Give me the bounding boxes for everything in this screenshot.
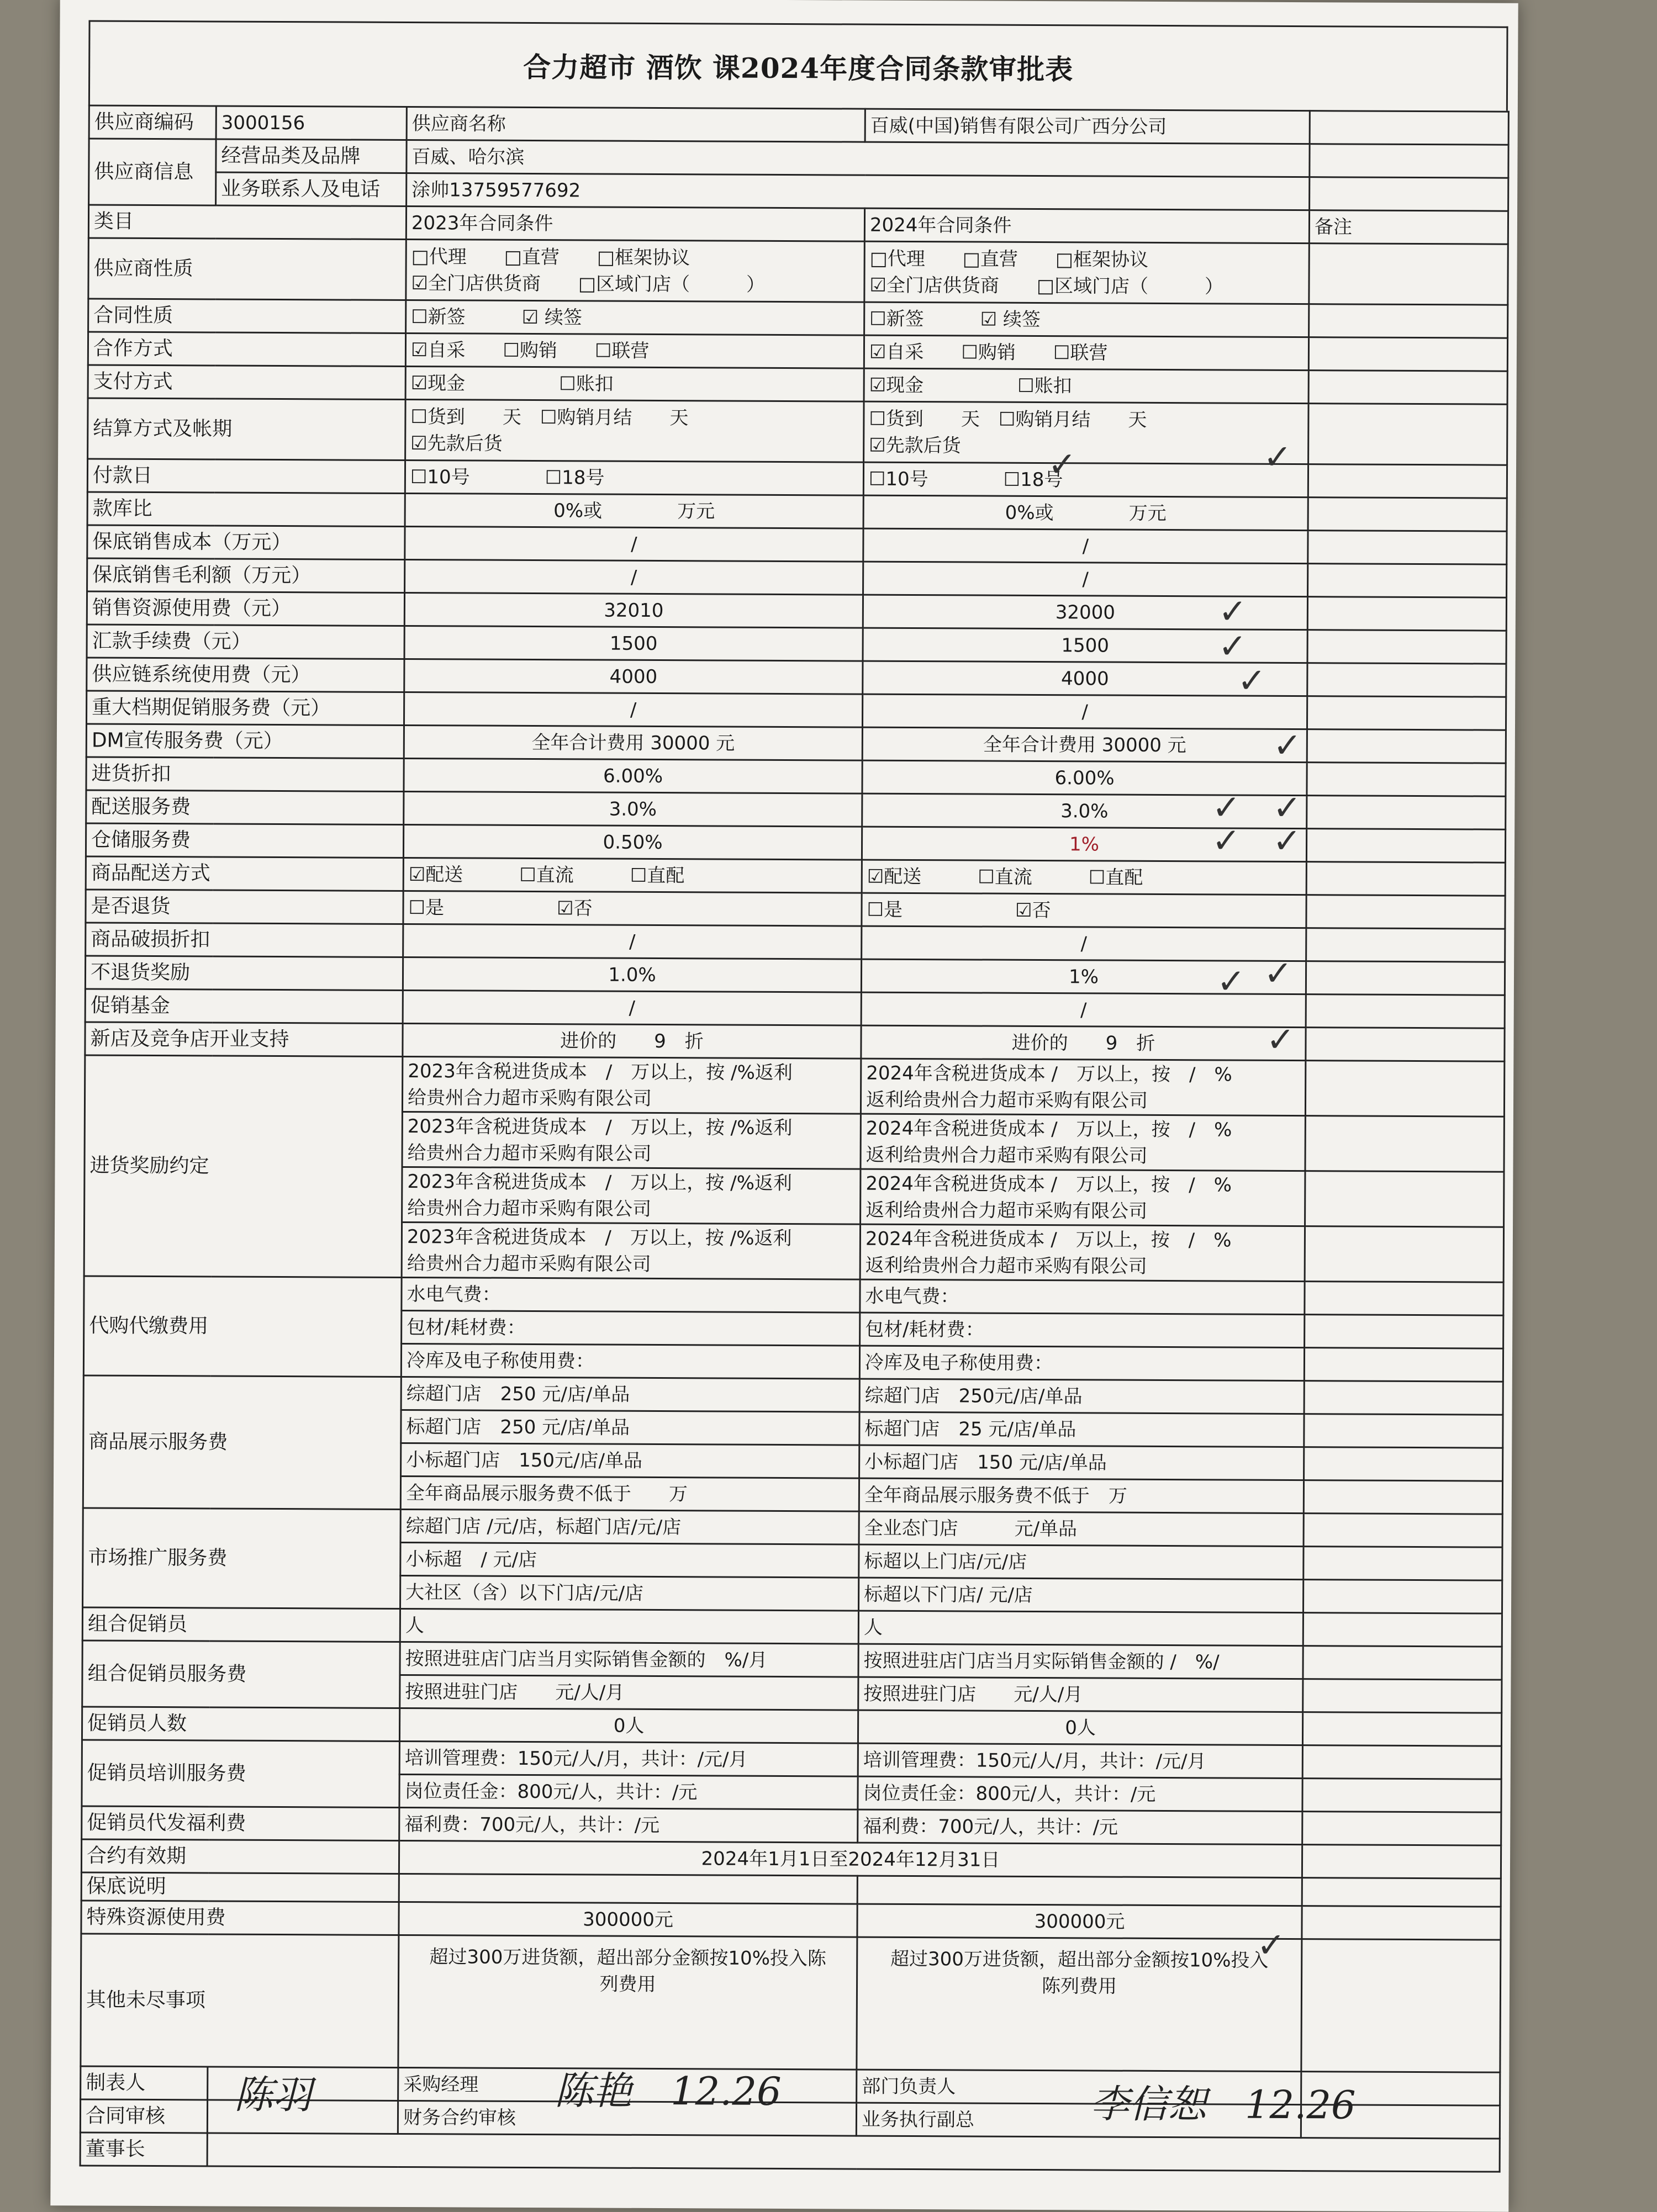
- year-2024-header: 2024年合同条件: [864, 208, 1309, 244]
- other-row: [81, 1934, 1501, 2072]
- min-margin-row: [87, 558, 1507, 597]
- min-margin-2024: /: [863, 562, 1308, 597]
- nature-2024-b: ☑全门店供货商 □区域门店（ ）: [869, 274, 1224, 298]
- display-2024-d: 全年商品展示服务费不低于 万: [859, 1478, 1304, 1514]
- row-label: 商品展示服务费: [83, 1375, 401, 1510]
- display-2024-c: 小标超门店 150 元/店/单品: [859, 1445, 1304, 1480]
- remark-cell: [1302, 1845, 1501, 1879]
- remark-cell: [1307, 597, 1506, 631]
- damage-2023: /: [403, 924, 862, 959]
- special-2023: 300000元: [399, 1902, 857, 1937]
- contact-value: 涂帅13759577692: [407, 173, 1310, 210]
- promoter-2024: 人: [858, 1611, 1303, 1646]
- remark-cell: [1308, 371, 1507, 405]
- validity-row: [81, 1839, 1501, 1878]
- remark-cell: [1306, 1028, 1505, 1062]
- other-text: 列费用: [599, 1973, 656, 1996]
- form-title: 合力超市 酒饮 课2024年度合同条款审批表: [88, 20, 1508, 110]
- coop-2024: ☑自采 ☐购销 ☐联营: [864, 335, 1308, 371]
- remark-cell: [1310, 144, 1508, 178]
- dept-signature: 李信恕 12.26: [1090, 2081, 1356, 2128]
- row-label: 是否退货: [86, 890, 403, 924]
- incentive-2023: [402, 1056, 861, 1114]
- row-label: 汇款手续费（元）: [87, 625, 404, 659]
- row-label: 新店及竞争店开业支持: [85, 1022, 403, 1057]
- delivery-fee-2023: 3.0%: [404, 791, 862, 827]
- remark-cell: [1302, 1779, 1501, 1813]
- nature-2024-a: □代理 □直营 □框架协议: [869, 247, 1149, 271]
- check-mark-icon: ✓: [1218, 591, 1248, 632]
- remark-cell: [1305, 1061, 1504, 1117]
- row-label: 市场推广服务费: [83, 1508, 401, 1609]
- storage-2023: 0.50%: [403, 824, 862, 860]
- training-row: [82, 1740, 1501, 1779]
- return-2024: ☐是 ☑否: [862, 893, 1306, 928]
- header-row: [88, 205, 1508, 244]
- settle-2023-b: ☑先款后货: [410, 432, 503, 455]
- resource-fee-row: [87, 591, 1506, 631]
- row-label: 仓储服务费: [86, 823, 403, 858]
- check-mark-icon: ✓: [1047, 444, 1077, 485]
- incentive-2024: [861, 1114, 1305, 1171]
- chair-signature-cell: [207, 2133, 1500, 2172]
- promoter-count-row: [82, 1707, 1501, 1746]
- training-2024-a: 培训管理费：150元/人/月，共计：/元/月: [858, 1743, 1302, 1779]
- row-label: 促销员人数: [82, 1707, 399, 1742]
- incentive-text: 2024年含税进货成本 / 万以上，按 / %: [866, 1117, 1232, 1141]
- remark-cell: [1306, 928, 1505, 962]
- promoter-fee-2024-b: 按照进驻门店 元/人/月: [858, 1677, 1303, 1712]
- market-row: [83, 1508, 1502, 1547]
- market-2023-c: 大社区（含）以下门店/元/店: [400, 1575, 859, 1611]
- remark-cell: [1307, 663, 1506, 697]
- other-text: 超过300万进货额，超出部分金额按10%投入陈: [429, 1946, 827, 1970]
- settle-2023: [405, 399, 864, 462]
- remark-cell: [1305, 1282, 1503, 1316]
- remark-cell: [1307, 763, 1506, 797]
- year-2023-header: 2023年合同条件: [406, 206, 864, 241]
- discount-2024: 6.00%: [862, 760, 1307, 796]
- check-mark-icon: ✓: [1263, 952, 1293, 994]
- row-label: 支付方式: [88, 365, 405, 400]
- row-label: 代购代缴费用: [83, 1276, 402, 1377]
- incentive-2023: [402, 1112, 861, 1169]
- resource-2023: 32010: [404, 592, 863, 628]
- row-label: 进货奖励约定: [84, 1055, 403, 1278]
- display-2024-b: 标超门店 25 元/店/单品: [859, 1412, 1304, 1447]
- approval-form: [79, 20, 1508, 2202]
- remark-cell: [1306, 961, 1505, 996]
- promoter-row: [82, 1607, 1502, 1647]
- incentive-text: 给贵州合力超市采购有限公司: [407, 1252, 651, 1276]
- check-mark-icon: ✓: [1212, 787, 1241, 828]
- contact-label: 业务联系人及电话: [216, 172, 407, 207]
- newstore-2024: 进价的 9 折: [861, 1025, 1306, 1061]
- incentive-2024: [861, 1169, 1305, 1226]
- validity-value: 2024年1月1日至2024年12月31日: [399, 1840, 1302, 1877]
- remark-cell: [1305, 1226, 1503, 1283]
- footer-row-3: [80, 2132, 1500, 2172]
- remark-cell: [1306, 862, 1505, 896]
- market-2023-a: 综超门店 /元/店，标超门店/元/店: [400, 1509, 859, 1544]
- nature-2023-b: ☑全门店供货商 □区域门店（ ）: [411, 272, 766, 296]
- stock-ratio-row: [87, 492, 1507, 531]
- contract-2023: ☐新签 ☑ 续签: [406, 300, 864, 335]
- other-text: 超过300万进货额，超出部分金额按10%投入: [890, 1948, 1269, 1972]
- check-mark-icon: ✓: [1273, 787, 1302, 828]
- remark-cell: [1306, 895, 1505, 929]
- row-label: 组合促销员服务费: [82, 1641, 400, 1708]
- check-mark-icon: ✓: [1216, 961, 1246, 1002]
- remark-cell: [1308, 564, 1507, 598]
- nature-2024: [864, 241, 1309, 304]
- incentive-text: 给贵州合力超市采购有限公司: [407, 1086, 652, 1110]
- payday-row: [87, 459, 1507, 498]
- remark-cell: [1303, 1580, 1502, 1614]
- dm-2024: 全年合计费用 30000 元: [862, 727, 1307, 763]
- training-2024-b: 岗位责任金：800元/人，共计：/元: [858, 1776, 1302, 1812]
- guarantee-2024: [857, 1876, 1302, 1906]
- promo-2024: /: [862, 694, 1307, 729]
- row-label: 合作方式: [88, 332, 405, 367]
- remark-cell: [1304, 1414, 1503, 1448]
- coop-mode-row: [88, 332, 1507, 371]
- fund-2024: /: [861, 992, 1306, 1028]
- fund-2023: /: [403, 990, 861, 1025]
- display-2023-c: 小标超门店 150元/店/单品: [401, 1443, 859, 1478]
- ratio-2024: 0%或 万元: [863, 495, 1308, 531]
- remark-cell: [1302, 1906, 1501, 1940]
- supplier-contact-row: [89, 172, 1508, 211]
- row-label: 组合促销员: [82, 1607, 400, 1642]
- training-2023-b: 岗位责任金：800元/人，共计：/元: [399, 1774, 858, 1809]
- brand-value: 百威、哈尔滨: [407, 140, 1310, 177]
- damage-2024: /: [862, 926, 1306, 961]
- promoter-fee-2024-a: 按照进驻店门店当月实际销售金额的 / %/: [858, 1644, 1303, 1679]
- settle-2024: [864, 401, 1308, 464]
- incentive-2023: [402, 1167, 861, 1224]
- pay-2024: ☑现金 ☐账扣: [864, 368, 1308, 404]
- guarantee-2023: [399, 1874, 857, 1904]
- row-label: 销售资源使用费（元）: [87, 591, 404, 626]
- remark-cell: [1302, 1878, 1501, 1907]
- min-cost-2024: /: [863, 528, 1308, 564]
- check-mark-icon: ✓: [1211, 820, 1241, 861]
- finance-label: 财务合约审核: [398, 2100, 856, 2136]
- row-label: 进货折扣: [86, 757, 404, 792]
- check-mark-icon: ✓: [1218, 626, 1247, 666]
- remark-cell: [1305, 1315, 1503, 1349]
- remark-cell: [1304, 1480, 1502, 1515]
- check-mark-icon: ✓: [1273, 724, 1302, 766]
- supplier-name-label: 供应商名称: [407, 107, 865, 142]
- remark-cell: [1306, 994, 1505, 1029]
- nature-2023-a: □代理 □直营 □框架协议: [411, 245, 690, 269]
- incentive-text: 2024年含税进货成本 / 万以上，按 / %: [866, 1172, 1232, 1197]
- remark-cell: [1304, 1447, 1503, 1481]
- noreturn-2023: 1.0%: [403, 957, 861, 992]
- other-text: 陈列费用: [1041, 1975, 1117, 1998]
- row-label: 保底销售毛利额（万元）: [87, 558, 405, 593]
- display-row: [83, 1375, 1503, 1415]
- row-label: 保底说明: [81, 1872, 399, 1902]
- remark-cell: [1307, 796, 1506, 830]
- nature-2023: [406, 239, 864, 302]
- incentive-text: 返利给贵州合力超市采购有限公司: [866, 1199, 1148, 1223]
- agency-water-2024: 水电气费：: [860, 1279, 1305, 1315]
- remark-cell: [1304, 1348, 1503, 1382]
- incentive-text: 2023年含税进货成本 / 万以上，按 /%返利: [407, 1115, 793, 1139]
- noreturn-2024: 1%: [861, 959, 1306, 994]
- remark-cell: [1302, 1712, 1501, 1747]
- agency-water-2023: 水电气费：: [402, 1277, 860, 1313]
- promoter-count-2024: 0人: [858, 1710, 1302, 1745]
- incentive-text: 返利给贵州合力超市采购有限公司: [866, 1088, 1148, 1112]
- supplier-code: 3000156: [216, 106, 407, 140]
- buyer-label: 采购经理: [398, 2067, 857, 2103]
- remit-2024: 1500: [863, 628, 1307, 663]
- pay-2023: ☑现金 ☐账扣: [405, 366, 864, 401]
- remark-cell: [1303, 1613, 1502, 1647]
- scm-2024: 4000: [863, 661, 1307, 696]
- scm-2023: 4000: [404, 659, 863, 694]
- row-label: 促销员培训服务费: [82, 1740, 400, 1808]
- market-2024-b: 标超以上门店/元/店: [859, 1544, 1304, 1580]
- row-label: 结算方式及帐期: [88, 398, 405, 461]
- row-label: 促销基金: [85, 989, 403, 1024]
- scm-fee-row: [87, 658, 1506, 697]
- promo-fee-row: [86, 691, 1506, 730]
- remark-cell: [1307, 696, 1506, 731]
- min-cost-row: [87, 525, 1507, 564]
- check-mark-icon: ✓: [1266, 1019, 1295, 1060]
- incentive-2024: [861, 1059, 1305, 1116]
- row-label: 配送服务费: [86, 790, 404, 825]
- incentive-text: 2024年含税进货成本 / 万以上，按 / %: [865, 1227, 1232, 1252]
- newstore-2023: 进价的 9 折: [403, 1023, 861, 1059]
- welfare-2024: 福利费：700元/人，共计：/元: [858, 1809, 1302, 1845]
- remark-cell: [1302, 1745, 1501, 1780]
- promoter-2023: 人: [400, 1608, 858, 1644]
- supplier-name: 百威(中国)销售有限公司广西分公司: [865, 109, 1310, 144]
- category-header: 类目: [88, 205, 406, 240]
- display-2024-a: 综超门店 250元/店/单品: [859, 1379, 1304, 1414]
- remit-2023: 1500: [404, 626, 863, 661]
- row-label: 保底销售成本（万元）: [87, 525, 405, 560]
- ratio-2023: 0%或 万元: [405, 493, 863, 528]
- remark-cell: [1303, 1646, 1502, 1680]
- approval-table: [80, 104, 1510, 2172]
- promoter-fee-row: [82, 1641, 1502, 1680]
- promo-2023: /: [404, 692, 862, 727]
- incentive-text: 2023年含税进货成本 / 万以上，按 /%返利: [408, 1060, 793, 1084]
- market-2024-a: 全业态门店 元/单品: [859, 1511, 1304, 1547]
- row-label: 特殊资源使用费: [81, 1901, 399, 1935]
- chair-label: 董事长: [80, 2132, 207, 2166]
- market-2024-c: 标超以下门店/ 元/店: [858, 1578, 1303, 1613]
- payday-2024: ☐10号 ☐18号: [863, 462, 1308, 498]
- incentive-row: [85, 1055, 1504, 1116]
- agency-pack-2024: 包材/耗材费：: [860, 1313, 1305, 1348]
- delivery-mode-2024: ☑配送 ☐直流 ☐直配: [862, 860, 1306, 895]
- promoter-fee-2023-b: 按照进驻门店 元/人/月: [400, 1675, 858, 1710]
- dept-head-label: 部门负责人: [857, 2070, 1301, 2105]
- settle-2024-b: ☑先款后货: [869, 434, 961, 457]
- check-mark-icon: ✓: [1237, 660, 1267, 701]
- contract-nature-row: [88, 299, 1508, 338]
- check-mark-icon: ✓: [1263, 436, 1292, 477]
- settle-2023-a: ☐货到 天 ☐购销月结 天: [410, 405, 689, 429]
- dm-2023: 全年合计费用 30000 元: [404, 725, 862, 760]
- promoter-fee-2023-a: 按照进驻店门店当月实际销售金额的 %/月: [400, 1642, 858, 1677]
- remark-cell: [1308, 404, 1507, 465]
- remark-cell: [1308, 498, 1507, 532]
- agency-pack-2023: 包材/耗材费：: [402, 1310, 860, 1346]
- delivery-mode-2023: ☑配送 ☐直流 ☐直配: [403, 858, 862, 893]
- row-label: 款库比: [87, 492, 405, 527]
- incentive-text: 给贵州合力超市采购有限公司: [407, 1141, 652, 1165]
- incentive-text: 2023年含税进货成本 / 万以上，按 /%返利: [407, 1170, 793, 1194]
- min-cost-2023: /: [405, 526, 863, 562]
- training-2023-a: 培训管理费：150元/人/月，共计：/元/月: [399, 1741, 858, 1776]
- remark-cell: [1307, 630, 1506, 664]
- remark-cell: [1308, 531, 1507, 565]
- remark-cell: [1310, 177, 1508, 211]
- remark-cell: [1302, 1812, 1501, 1846]
- row-label: 重大档期促销服务费（元）: [86, 691, 404, 726]
- storage-2024: 1%: [862, 827, 1306, 862]
- remark-cell: [1303, 1679, 1502, 1713]
- incentive-text: 2023年含税进货成本 / 万以上，按 /%返利: [407, 1225, 792, 1250]
- remark-cell: [1304, 1514, 1502, 1548]
- supplier-info-label: 供应商信息: [89, 139, 217, 205]
- row-label: 商品配送方式: [86, 856, 403, 891]
- welfare-2023: 福利费：700元/人，共计：/元: [399, 1807, 858, 1843]
- special-fee-row: [81, 1901, 1501, 1940]
- incentive-text: 给贵州合力超市采购有限公司: [407, 1197, 652, 1220]
- check-mark-icon: ✓: [1272, 820, 1302, 861]
- row-label: 合约有效期: [81, 1839, 399, 1874]
- remark-cell: [1308, 464, 1507, 499]
- return-row: [86, 890, 1505, 929]
- payday-2023: ☐10号 ☐18号: [405, 460, 863, 495]
- row-label: 付款日: [87, 459, 405, 494]
- remark-cell: [1301, 1939, 1501, 2073]
- incentive-2023: [402, 1222, 860, 1279]
- agency-row: [84, 1276, 1503, 1315]
- display-2023-a: 综超门店 250 元/店/单品: [401, 1377, 859, 1412]
- remark-cell: [1308, 337, 1507, 372]
- check-mark-icon: ✓: [1257, 1924, 1286, 1965]
- remark-cell: [1304, 1547, 1502, 1581]
- incentive-2024: [860, 1224, 1305, 1282]
- incentive-text: 返利给贵州合力超市采购有限公司: [866, 1144, 1148, 1167]
- buyer-signature: 陈艳 12.26: [555, 2068, 782, 2114]
- row-label: 促销员代发福利费: [82, 1806, 399, 1841]
- row-label: 供应链系统使用费（元）: [87, 658, 404, 692]
- row-label: 商品破损折扣: [86, 923, 403, 957]
- resource-2024: 32000: [863, 595, 1307, 630]
- delivery-mode-row: [86, 856, 1505, 896]
- remark-cell: [1309, 244, 1508, 305]
- row-label: 合同性质: [88, 299, 406, 334]
- row-label: 不退货奖励: [85, 956, 403, 991]
- payment-method-row: [88, 365, 1507, 404]
- display-2023-b: 标超门店 250 元/店/单品: [401, 1410, 859, 1445]
- return-2023: ☐是 ☑否: [403, 891, 862, 926]
- supplier-brand-row: [89, 139, 1508, 178]
- delivery-fee-2024: 3.0%: [862, 793, 1307, 829]
- remark-cell: [1305, 1116, 1504, 1172]
- settle-2024-a: ☐货到 天 ☐购销月结 天: [869, 408, 1147, 431]
- remark-cell: [1305, 1171, 1504, 1227]
- supplier-code-row: [89, 105, 1508, 145]
- min-margin-2023: /: [405, 559, 863, 595]
- maker-label: 制表人: [81, 2066, 208, 2100]
- supplier-nature-row: [88, 238, 1508, 305]
- remark-header: 备注: [1309, 210, 1508, 245]
- remark-cell: [1307, 729, 1506, 764]
- promoter-count-2023: 0人: [399, 1708, 858, 1743]
- incentive-text: 返利给贵州合力超市采购有限公司: [865, 1254, 1147, 1278]
- remit-fee-row: [87, 625, 1506, 664]
- review-label: 合同审核: [80, 2099, 207, 2133]
- agency-cold-2023: 冷库及电子称使用费：: [401, 1343, 859, 1379]
- welfare-row: [82, 1806, 1501, 1845]
- special-2024: 300000元: [857, 1904, 1302, 1939]
- incentive-text: 2024年含税进货成本 / 万以上，按 / %: [866, 1062, 1232, 1086]
- row-label: 供应商性质: [88, 238, 406, 300]
- remark-cell: [1304, 1381, 1503, 1415]
- contract-2024: ☐新签 ☑ 续签: [864, 302, 1309, 337]
- coop-2023: ☑自采 ☐购销 ☐联营: [405, 333, 864, 368]
- settlement-row: [88, 398, 1507, 465]
- row-label: 其他未尽事项: [81, 1934, 399, 2068]
- maker-signature: 陈羽: [234, 2072, 312, 2118]
- paper-sheet: [50, 0, 1518, 2212]
- market-2023-b: 小标超 / 元/店: [400, 1542, 859, 1578]
- remark-cell: [1310, 111, 1508, 145]
- agency-cold-2024: 冷库及电子称使用费：: [859, 1346, 1304, 1381]
- row-label: DM宣传服务费（元）: [86, 724, 404, 759]
- display-2023-d: 全年商品展示服务费不低于 万: [400, 1476, 859, 1511]
- discount-2023: 6.00%: [404, 758, 862, 793]
- brand-label: 经营品类及品牌: [216, 139, 407, 173]
- vp-label: 业务执行副总: [856, 2103, 1301, 2138]
- remark-cell: [1309, 304, 1508, 338]
- supplier-code-label: 供应商编码: [89, 105, 216, 139]
- other-2023: [398, 1935, 857, 2070]
- remark-cell: [1306, 829, 1505, 863]
- other-2024: [857, 1937, 1302, 2072]
